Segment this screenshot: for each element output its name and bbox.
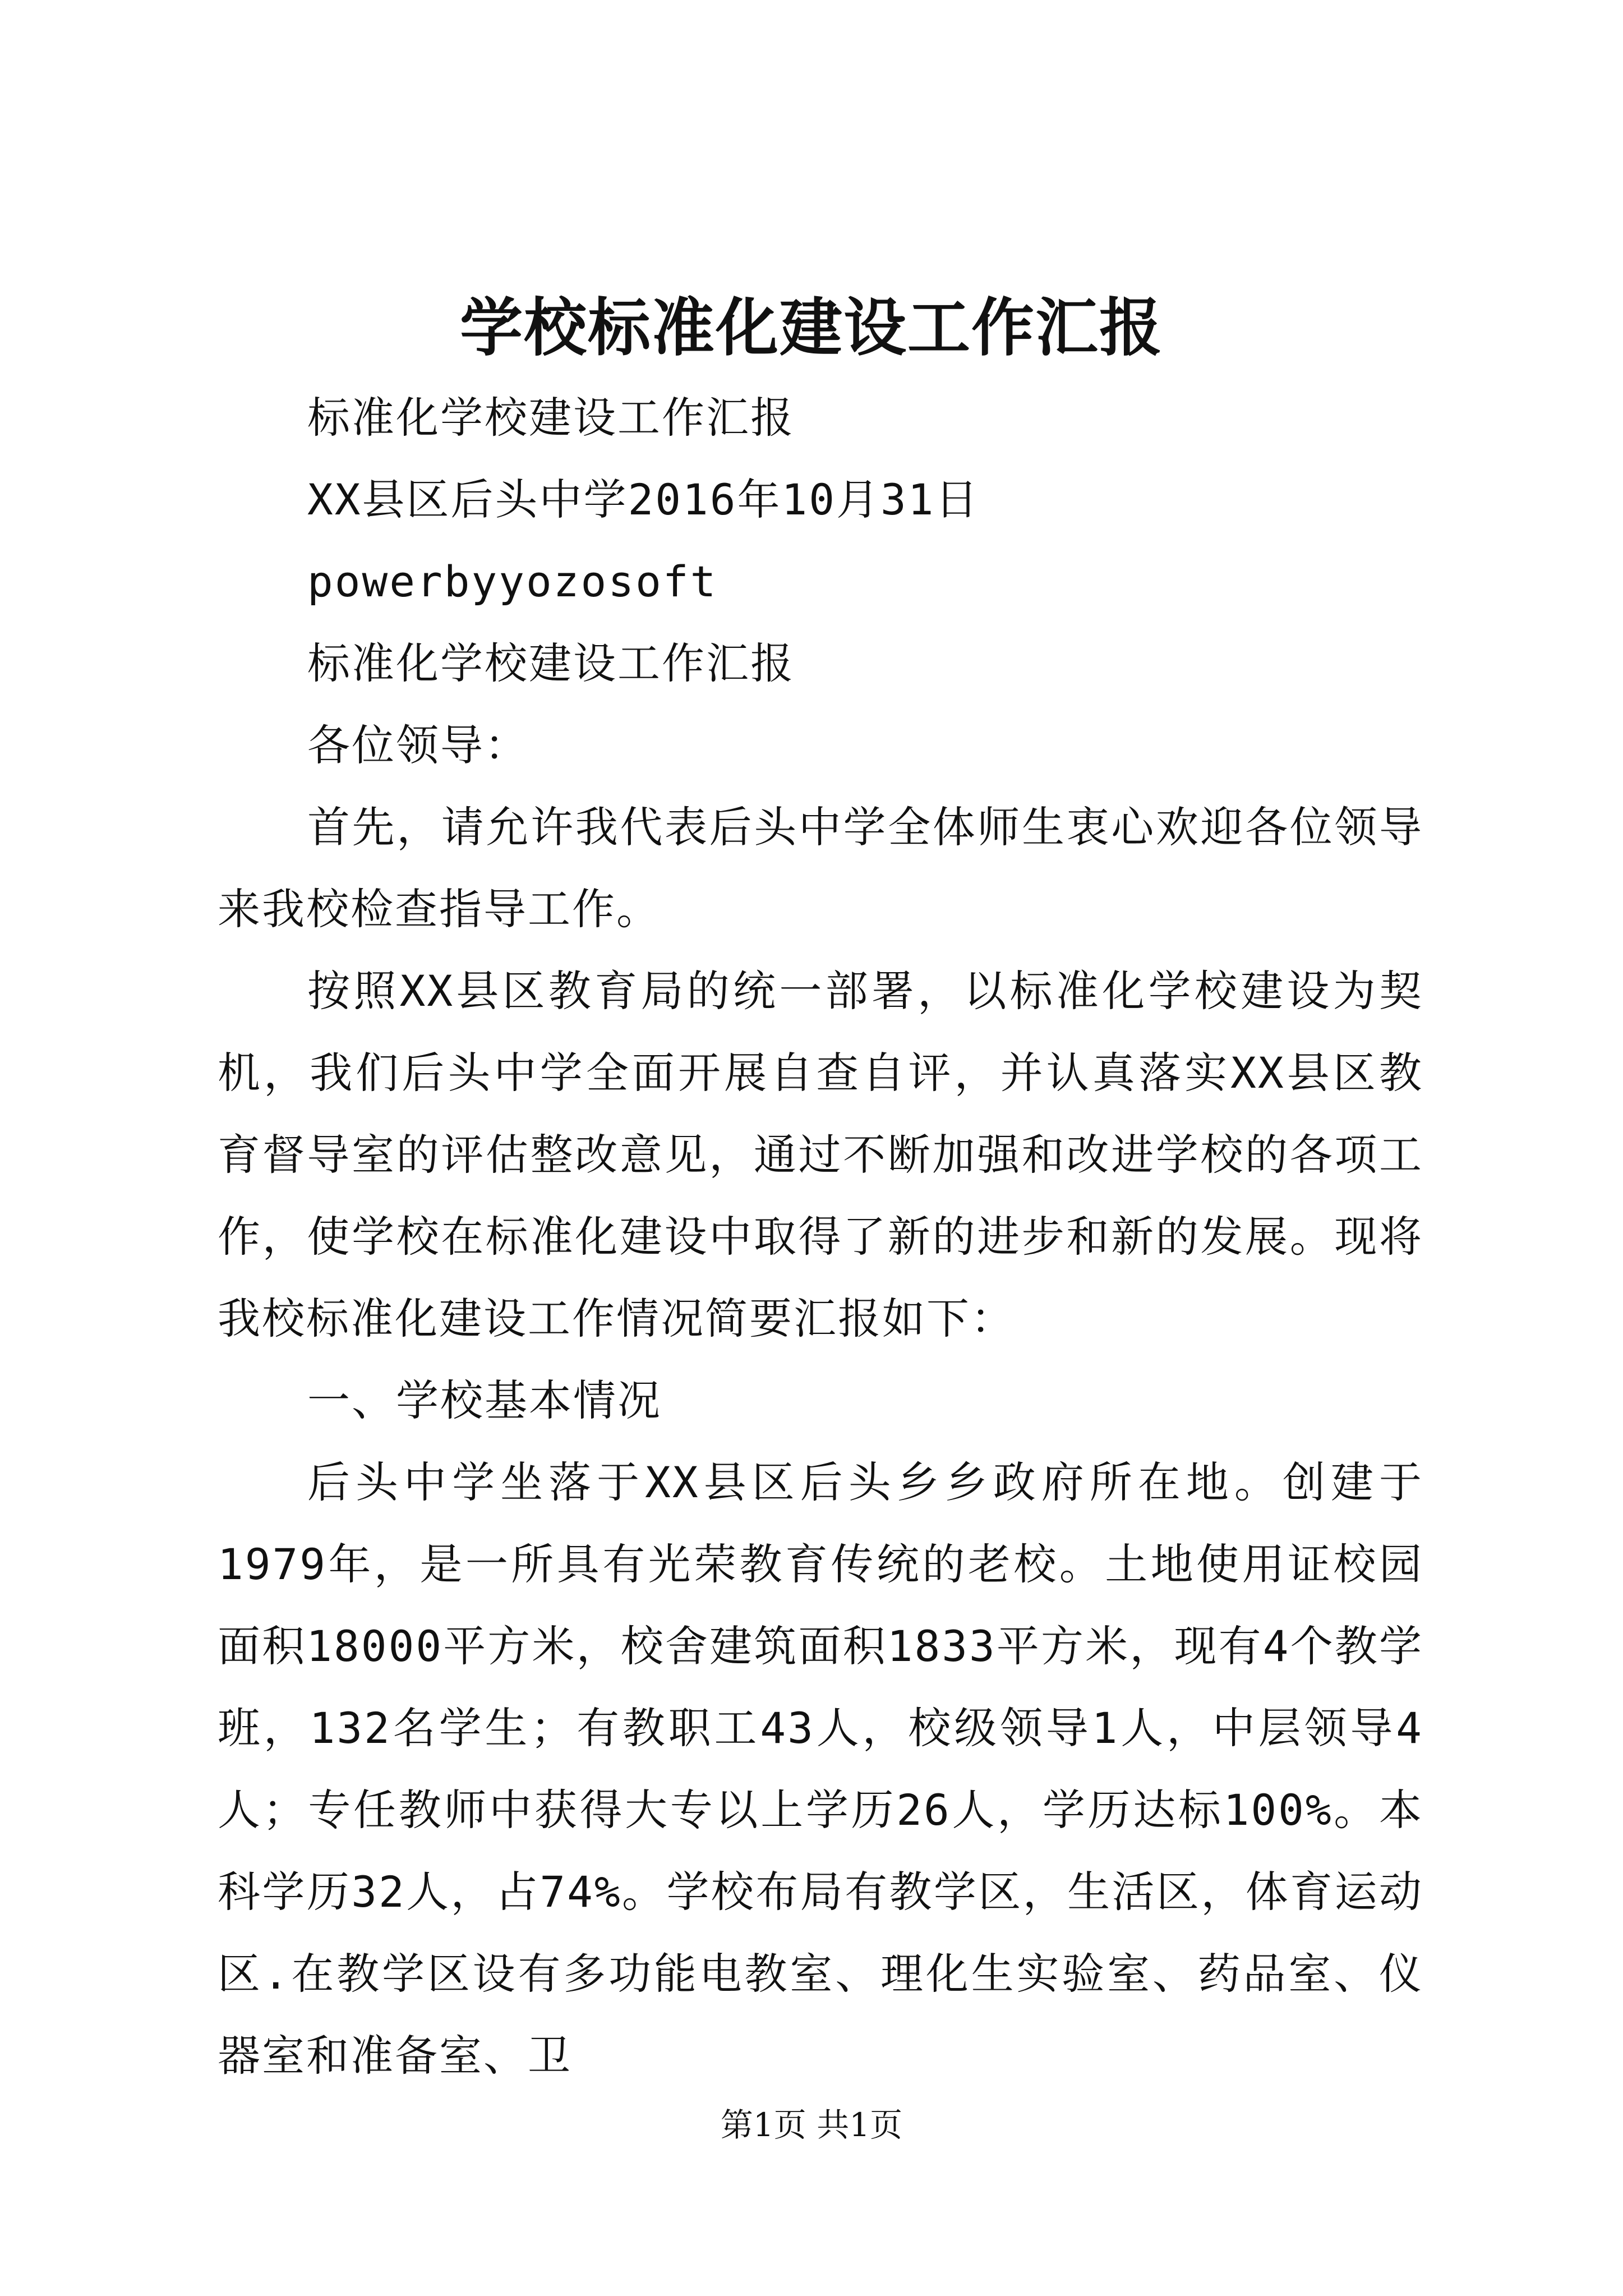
paragraph-subtitle: 标准化学校建设工作汇报 (307, 393, 795, 443)
page-number-footer: 第1页 共1页 (720, 2106, 903, 2144)
paragraph-powered-by: powerbyyozosoft (307, 556, 718, 606)
paragraph-overview: 按照XX县区教育局的统一部署，以标准化学校建设为契机，我们后头中学全面开展自查自评，并认真落实XX县区教育督导室的评估整改意见，通过不断加强和改进学校的各项工作，使学校在标准化建设中取得了新的进步和新的发展。现将我校标准化建设工作情况简要汇报如下： (218, 966, 1423, 1343)
paragraph-school-date: XX县区后头中学2016年10月31日 (307, 475, 980, 524)
paragraph-welcome: 首先，请允许我代表后头中学全体师生衷心欢迎各位领导来我校检查指导工作。 (218, 802, 1423, 934)
paragraph-salutation: 各位领导： (307, 720, 529, 770)
document-title: 学校标准化建设工作汇报 (460, 291, 1163, 365)
paragraph-subtitle-repeat: 标准化学校建设工作汇报 (307, 638, 795, 688)
document-body (218, 377, 1423, 2097)
section-heading-basic-info: 一、学校基本情况 (307, 1375, 662, 1425)
paragraph-basic-info: 后头中学坐落于XX县区后头乡乡政府所在地。创建于1979年，是一所具有光荣教育传统的老校。土地使用证校园面积18000平方米，校舍建筑面积1833平方米，现有4个教学班，132名学生；有教职工43人，校级领导1人，中层领导4人；专任教师中获得大专以上学历26人，学历达标100%。本科学历32人，占74%。学校布局有教学区，生活区，体育运动区.在教学区设有多功能电教室、理化生实验室、药品室、仪器室和准备室、卫 (218, 1457, 1423, 2081)
